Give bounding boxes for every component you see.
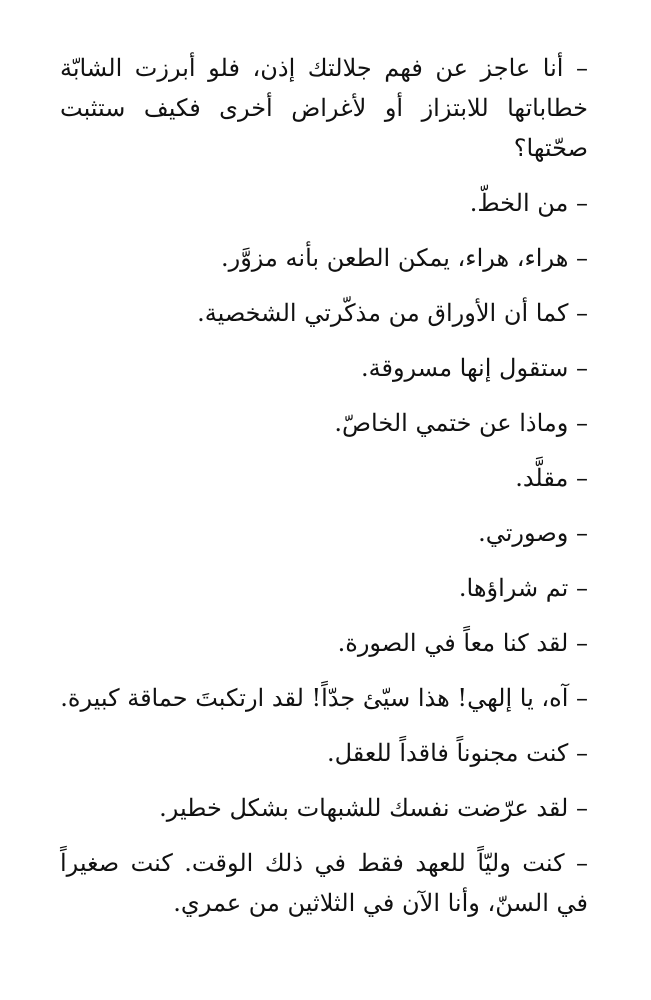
paragraph-2: – من الخطّ. [469,189,588,217]
paragraph-11: – آه، يا إلهي! هذا سيّئ جدّاً! لقد ارتكبتَ حماقة كبيرة. [60,684,588,712]
book-page [60,48,588,938]
paragraph-6: – وماذا عن ختمي الخاصّ. [334,409,588,437]
paragraph-3: – هراء، هراء، يمكن الطعن بأنه مزوَّر. [220,244,588,272]
paragraph-8: – وصورتي. [478,519,588,547]
paragraph-7: – مقلَّد. [515,464,588,492]
paragraph-9: – تم شراؤها. [458,574,588,602]
paragraph-14: – كنت وليّاً للعهد فقط في ذلك الوقت. كنت صغيراً في السنّ، وأنا الآن في الثلاثين من عمري. [60,849,588,917]
paragraph-5: – ستقول إنها مسروقة. [360,354,588,382]
paragraph-10: – لقد كنا معاً في الصورة. [337,629,588,657]
paragraph-1: – أنا عاجز عن فهم جلالتك إذن، فلو أبرزت الشابّة خطاباتها للابتزاز أو لأغراض أخرى فكيف ستثبت صحّتها؟ [60,54,588,162]
paragraph-12: – كنت مجنوناً فاقداً للعقل. [326,739,588,767]
paragraph-4: – كما أن الأوراق من مذكّرتي الشخصية. [197,299,588,327]
paragraph-13: – لقد عرّضت نفسك للشبهات بشكل خطير. [159,794,588,822]
